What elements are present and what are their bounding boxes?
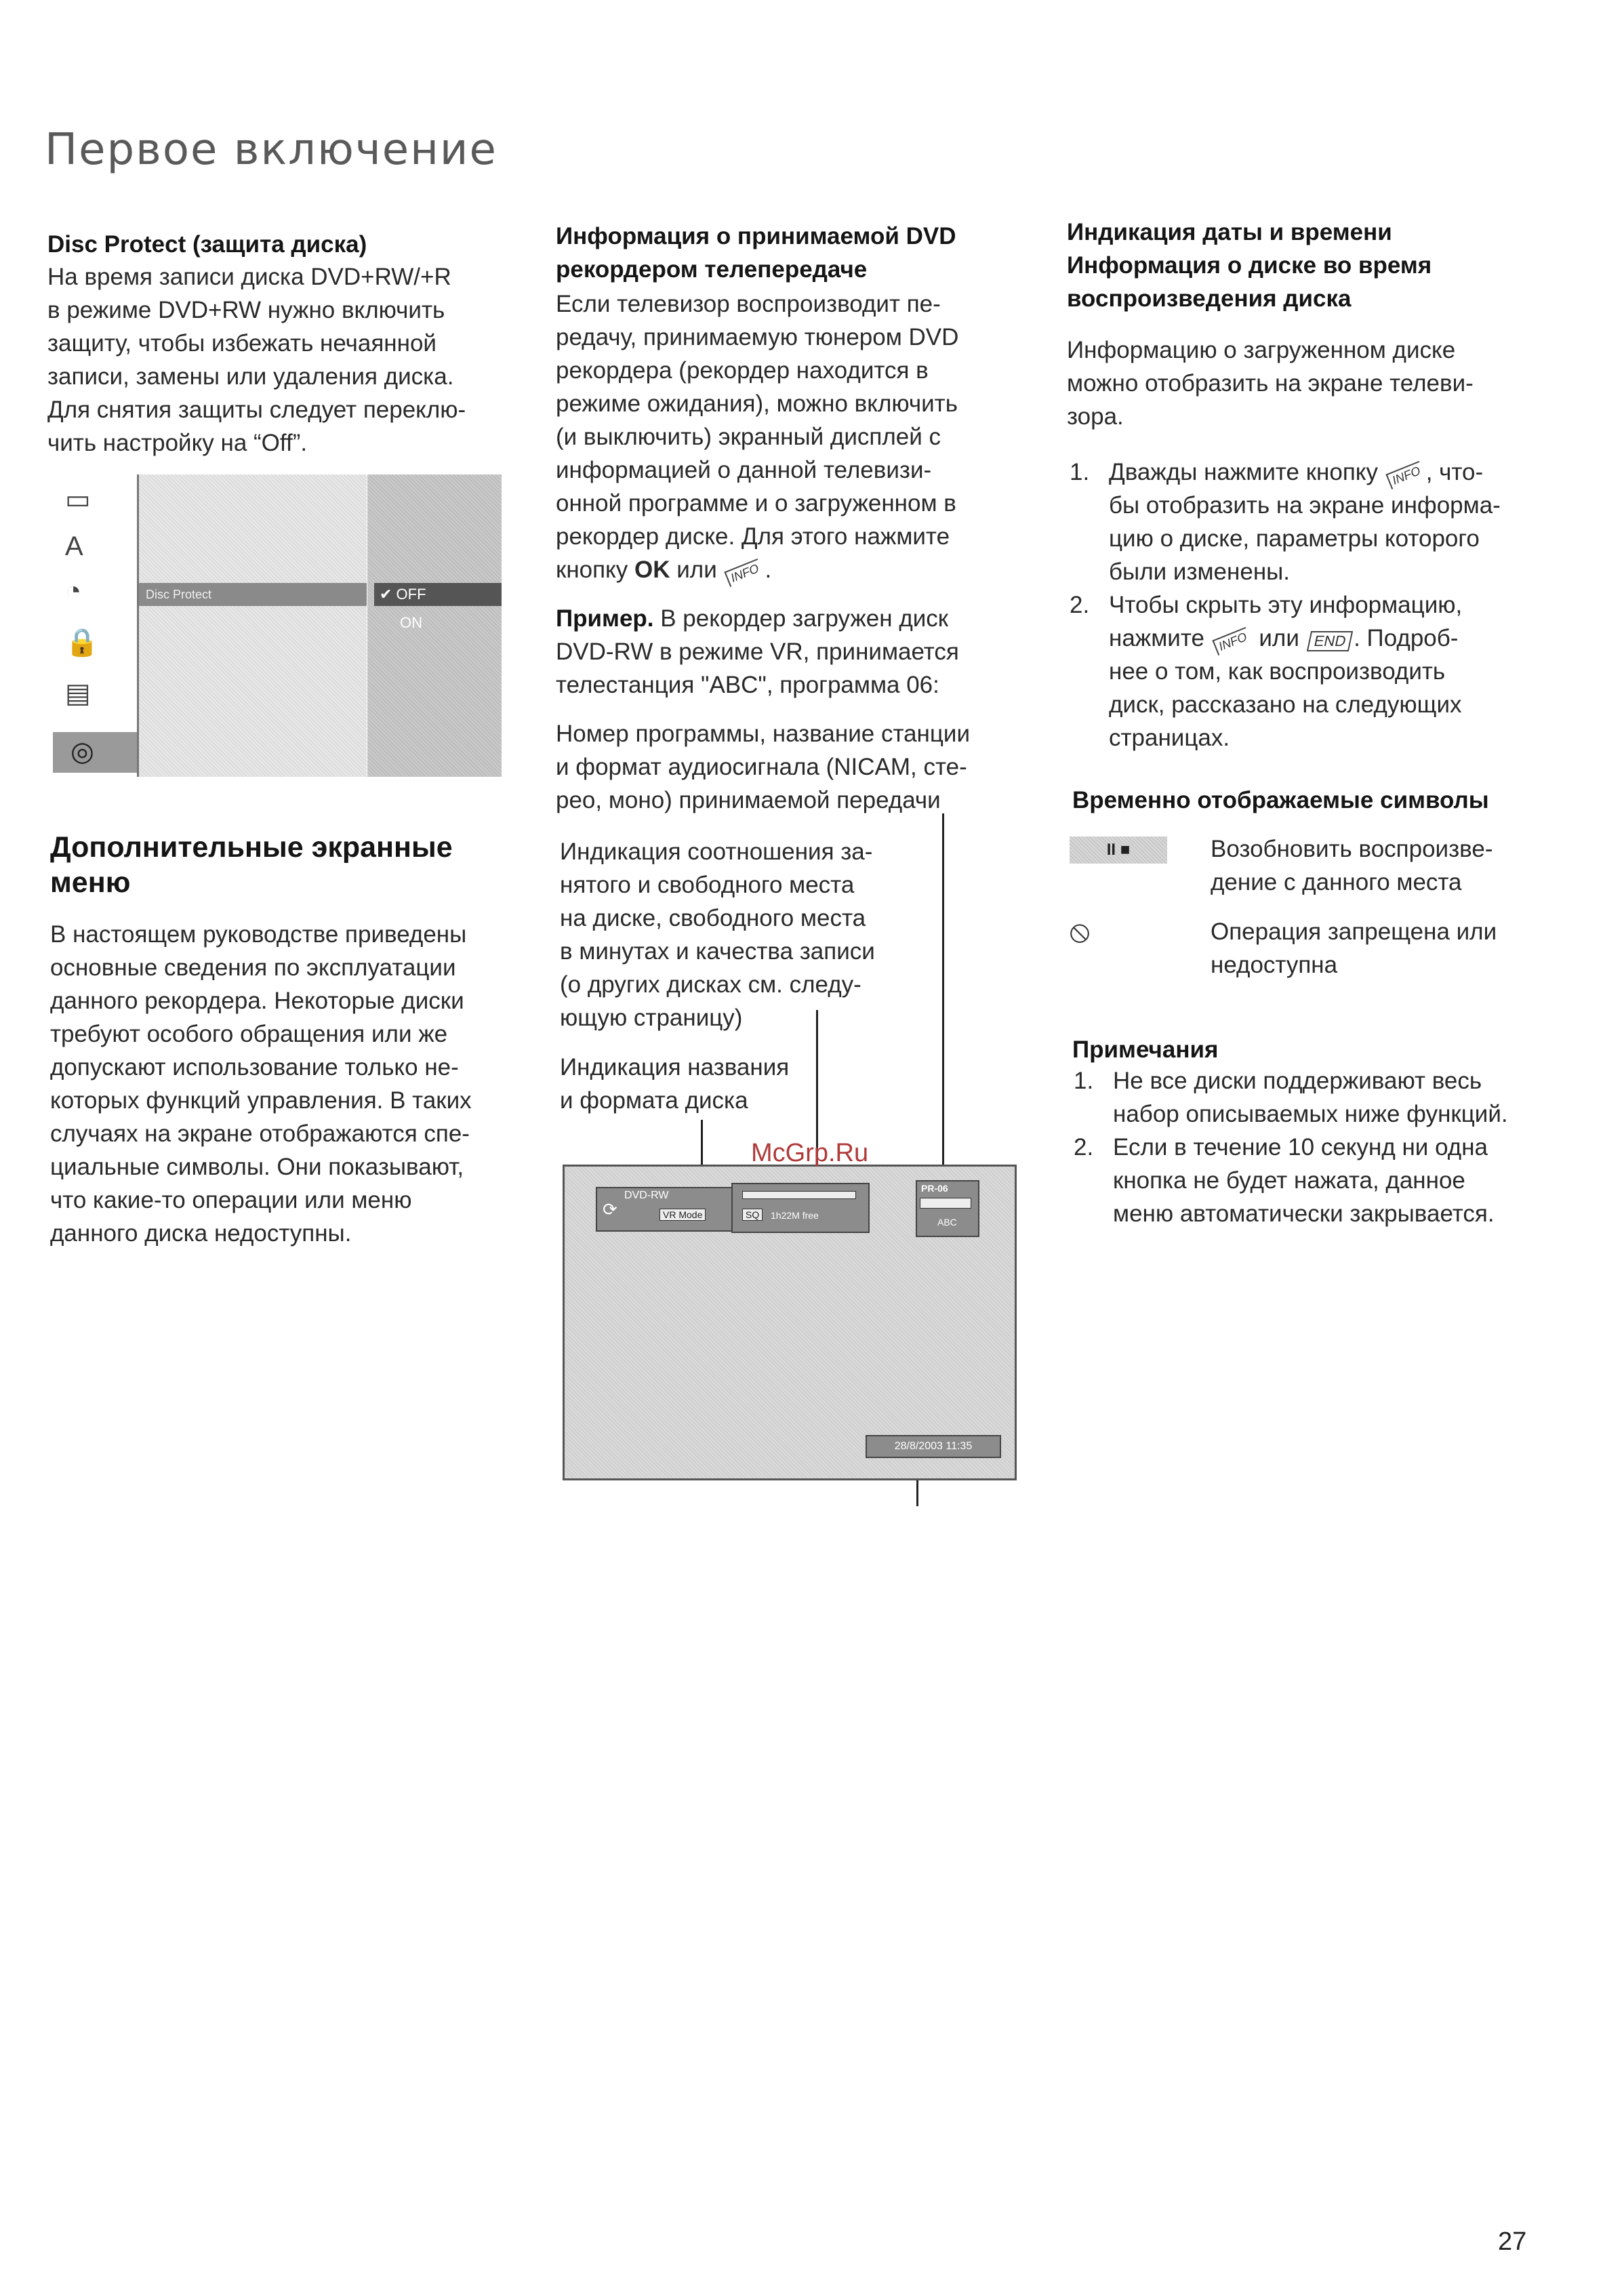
example-text [556, 602, 1017, 702]
text-line: были изменены. [1109, 559, 1291, 585]
text-fragment: нажмите [1109, 625, 1211, 651]
text-line: дение с данного места [1211, 869, 1462, 895]
text-line-last [556, 553, 1017, 586]
list-number: 1. [1074, 1068, 1094, 1094]
watermark: McGrp.Ru [751, 1139, 869, 1167]
text-fragment: , что- [1425, 459, 1484, 485]
disc-protect-menu-illustration [49, 474, 502, 777]
list-item [1070, 456, 1544, 588]
text-fragment: В рекордер загружен диск [653, 605, 949, 632]
text-line: Чтобы скрыть эту информацию, [1109, 592, 1463, 618]
text-line: кнопка не будет нажата, данное [1113, 1167, 1465, 1194]
text-line: основные сведения по эксплуатации [50, 954, 456, 981]
text-line: Возобновить воспроизве- [1211, 836, 1493, 862]
tv-info-heading [556, 220, 956, 286]
text-line: записи, замены или удаления диска. [47, 363, 454, 390]
text-line: случаях на экране отображаются спе- [50, 1120, 470, 1147]
page-title: Первое включение [45, 125, 498, 175]
text-line: зора. [1067, 403, 1124, 430]
text-line: чить настройку на “Off”. [47, 430, 308, 456]
text-line: В настоящем руководстве приведены [50, 921, 467, 948]
text-line: (о других дисках см. следу- [560, 971, 861, 998]
heading-line: Индикация даты и времени [1067, 219, 1392, 245]
ok-key-label: OK [634, 557, 670, 583]
text-line: которых функций управления. В таких [50, 1087, 472, 1114]
heading-line: воспроизведения диска [1067, 285, 1352, 312]
text-line: цию о диске, параметры которого [1109, 525, 1480, 552]
program-label: PR-06 [921, 1183, 948, 1194]
text-line: Не все диски поддерживают весь [1113, 1068, 1482, 1094]
disc-rotation-icon: ⟳ [603, 1199, 617, 1219]
disc-space-box [731, 1183, 870, 1233]
heading-line: Информация о диске во время [1067, 252, 1432, 279]
text-line [1109, 456, 1544, 489]
text-line: циальные символы. Они показывают, [50, 1154, 464, 1180]
station-label: ABC [937, 1217, 957, 1228]
pause-resume-icon: II ■ [1070, 836, 1167, 864]
text-line: бы отобразить на экране информа- [1109, 492, 1501, 519]
text-line: что какие-то операции или меню [50, 1187, 412, 1213]
text-line: Номер программы, название станции [556, 721, 971, 747]
text-line: можно отобразить на экране телеви- [1067, 370, 1474, 397]
example-label: Пример. [556, 605, 654, 632]
info-key-icon: INFO [1385, 461, 1425, 489]
text-fragment: . Подроб- [1354, 625, 1459, 651]
program-box [916, 1180, 979, 1237]
disc-icon-selected [53, 732, 137, 773]
text-line: Если телевизор воспроизводит пе- [556, 291, 941, 317]
text-line: и формат аудиосигнала (NICAM, сте- [556, 754, 967, 780]
film-icon: ▤ [65, 679, 91, 708]
lock-icon: 🔒 [65, 628, 99, 658]
text-line: Если в течение 10 секунд ни одна [1113, 1134, 1488, 1160]
text-line: диск, рассказано на следующих [1109, 691, 1462, 718]
text-line: (и выключить) экранный дисплей с [556, 424, 941, 450]
text-line: Для снятия защиты следует переклю- [47, 397, 466, 423]
text-line: требуют особого обращения или же [50, 1021, 448, 1047]
text-line: рекордер диске. Для этого нажмите [556, 523, 950, 550]
text-line: телестанция "ABC", программа 06: [556, 672, 939, 698]
disc-mode-label: VR Mode [659, 1209, 706, 1221]
text-fragment: Дважды нажмите кнопку [1109, 459, 1385, 485]
symbol-resume-text [1211, 832, 1549, 899]
tv-info-text [556, 287, 1017, 586]
disc-icon: ◎ [70, 737, 94, 767]
heading-line: Информация о принимаемой DVD [556, 223, 956, 249]
text-line: недоступна [1211, 952, 1338, 978]
prohibited-icon: ⦸ [1070, 913, 1090, 948]
menu-item-disc-protect: Disc Protect [139, 583, 367, 606]
picture-icon: ▭ [65, 485, 91, 514]
text-fragment: или [670, 557, 724, 583]
symbols-heading: Временно отображаемые символы [1072, 787, 1489, 813]
menu-option-on: ON [400, 614, 422, 631]
menu-option-off-label: OFF [396, 586, 426, 603]
audio-format-box [920, 1198, 971, 1209]
heading-line: меню [50, 866, 131, 899]
additional-menus-heading [50, 830, 453, 900]
text-line [556, 602, 1017, 635]
text-line: ющую страницу) [560, 1005, 743, 1031]
additional-menus-text [50, 918, 511, 1250]
text-line: набор описываемых ниже функций. [1113, 1101, 1508, 1127]
menu-option-off: ✔ OFF [374, 583, 502, 606]
text-line: Индикация соотношения за- [560, 839, 873, 865]
menu-items-panel [137, 474, 367, 777]
info-key-icon: INFO [1212, 627, 1251, 655]
list-number: 1. [1070, 459, 1090, 485]
text-line: данного диска недоступны. [50, 1220, 352, 1247]
list-number: 2. [1070, 592, 1090, 618]
text-line: онной программе и о загруженном в [556, 490, 956, 517]
disc-protect-heading: Disc Protect (защита диска) [47, 231, 367, 258]
disc-info-box [596, 1187, 746, 1232]
callout-space [560, 835, 912, 1034]
audio-icon: ◔ [65, 576, 82, 606]
free-time-label: 1h22M free [771, 1210, 819, 1221]
callout-program [556, 717, 1017, 817]
text-line: рекордера (рекордер находится в [556, 357, 929, 384]
steps-list [1070, 456, 1544, 754]
callout-disc-name [560, 1051, 831, 1117]
info-key-icon: INFO [725, 559, 764, 587]
page-number: 27 [1498, 2227, 1527, 2256]
text-line: Информацию о загруженном диске [1067, 337, 1456, 363]
quality-label: SQ [742, 1209, 763, 1221]
disc-type-label: DVD-RW [624, 1190, 669, 1201]
text-line: информацией о данной телевизи- [556, 457, 932, 483]
text-line: редачу, принимаемую тюнером DVD [556, 324, 959, 350]
text-line: в режиме DVD+RW нужно включить [47, 297, 445, 323]
end-key-icon: END [1306, 631, 1353, 651]
text-line: защиту, чтобы избежать нечаянной [47, 330, 437, 357]
text-line: в минутах и качества записи [560, 938, 875, 965]
text-line: на диске, свободного места [560, 905, 866, 931]
list-number: 2. [1074, 1134, 1094, 1160]
text-line: DVD-RW в режиме VR, принимается [556, 639, 959, 665]
tv-screen-illustration [563, 1165, 1017, 1480]
datetime-box: 28/8/2003 11:35 [866, 1435, 1001, 1458]
date-time-heading [1067, 216, 1432, 315]
text-line: режиме ожидания), можно включить [556, 390, 958, 417]
text-fragment: или [1252, 625, 1306, 651]
heading-line: рекордером телепередаче [556, 256, 868, 283]
list-item [1074, 1131, 1562, 1230]
text-fragment: кнопку [556, 557, 634, 583]
text-line: На время записи диска DVD+RW/+R [47, 264, 451, 290]
heading-line: Дополнительные экранные [50, 831, 453, 864]
text-line: страницах. [1109, 725, 1230, 751]
text-line: нятого и свободного места [560, 872, 855, 898]
text-line: нее о том, как воспроизводить [1109, 658, 1446, 685]
text-line: данного рекордера. Некоторые диски [50, 988, 464, 1014]
text-line [1109, 622, 1544, 655]
text-line: Индикация названия [560, 1054, 790, 1080]
list-item [1074, 1064, 1562, 1131]
disc-space-bar [742, 1191, 856, 1199]
text-line: и формата диска [560, 1087, 748, 1114]
callout-line-program [942, 813, 944, 1167]
notes-list [1074, 1064, 1562, 1230]
date-time-intro [1067, 334, 1541, 433]
menu-icon-column [49, 474, 137, 777]
text-line: рео, моно) принимаемой передачи [556, 787, 941, 813]
menu-options-panel [367, 474, 502, 777]
language-icon: A [65, 531, 83, 561]
text-line: меню автоматически закрывается. [1113, 1200, 1495, 1227]
text-fragment: . [765, 557, 772, 583]
text-line: допускают использование только не- [50, 1054, 459, 1080]
notes-heading: Примечания [1072, 1036, 1219, 1063]
symbol-prohibited-text [1211, 915, 1549, 982]
text-line: Операция запрещена или [1211, 918, 1497, 945]
list-item [1070, 588, 1544, 754]
disc-protect-text [47, 260, 508, 460]
